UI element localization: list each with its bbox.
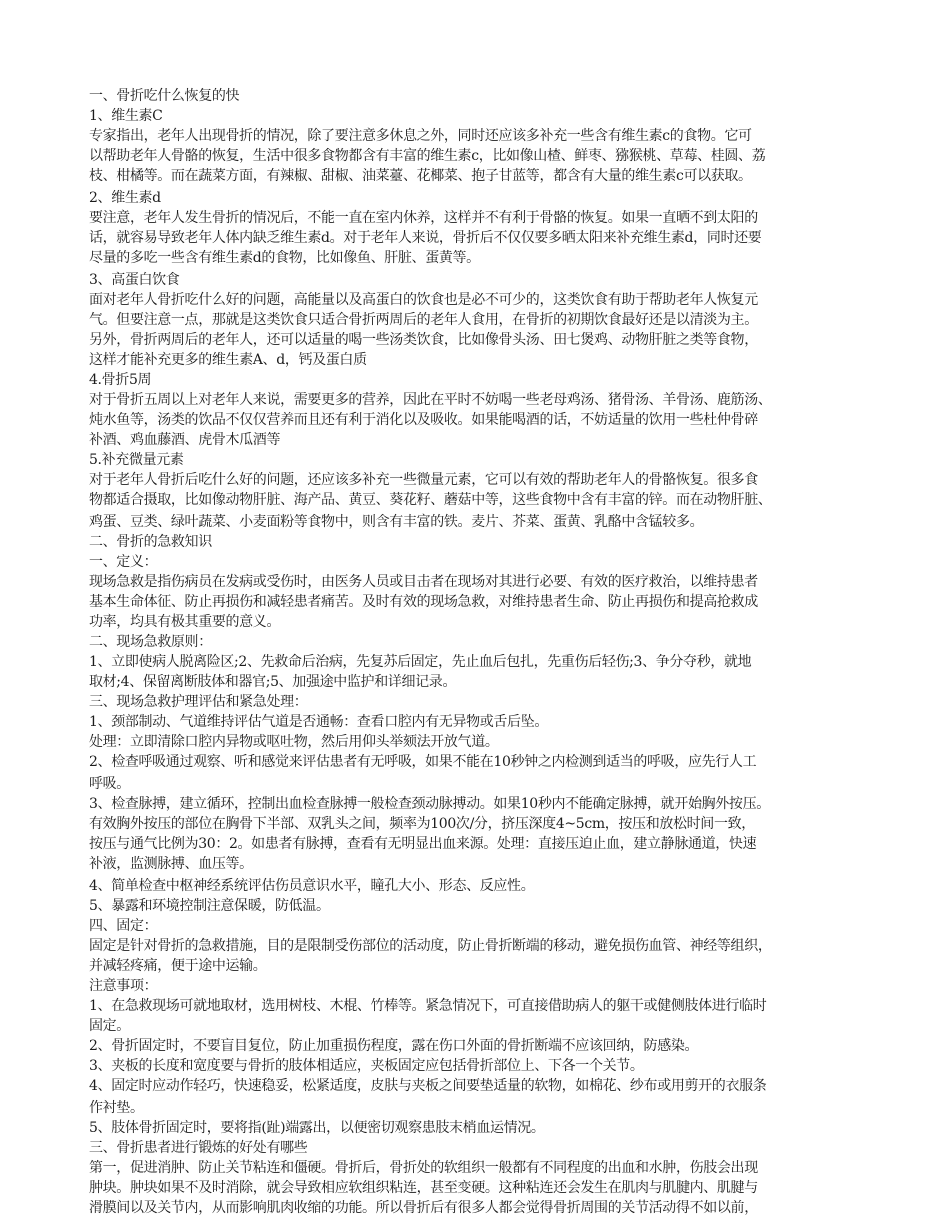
- text-line: 5、肢体骨折固定时，要将指(趾)端露出，以便密切观察患肢末梢血运情况。: [89, 1120, 545, 1136]
- text-line: 面对老年人骨折吃什么好的问题，高能量以及高蛋白的饮食也是必不可少的，这类饮食有助于帮助老年人恢复元: [89, 292, 758, 308]
- text-line: 尽量的多吃一些含有维生素d的食物，比如像鱼、肝脏、蛋黄等。: [89, 250, 480, 266]
- text-line: 处理：立即清除口腔内异物或呕吐物，然后用仰头举颏法开放气道。: [89, 734, 499, 750]
- text-line: 话，就容易导致老年人体内缺乏维生素d。对于老年人来说，骨折后不仅仅要多晒太阳来补充维生素d，同时还要: [89, 230, 762, 246]
- text-line: 固定是针对骨折的急救措施，目的是限制受伤部位的活动度，防止骨折断端的移动，避免损伤血管、神经等组织，: [89, 938, 772, 954]
- document-body: [89, 86, 862, 1218]
- text-line: 补酒、鸡血藤酒、虎骨木瓜酒等: [89, 432, 281, 448]
- text-line: 物都适合摄取，比如像动物肝脏、海产品、黄豆、葵花籽、蘑菇中等，这些食物中含有丰富的锌。而在动物肝脏、: [89, 492, 772, 508]
- text-line: 按压与通气比例为30：2。如患者有脉搏，查看有无明显出血来源。处理：直接压迫止血，建立静脉通道，快速: [89, 836, 757, 852]
- text-line: 三、现场急救护理评估和紧急处理：: [89, 694, 308, 710]
- text-line: 4、简单检查中枢神经系统评估伤员意识水平，瞳孔大小、形态、反应性。: [89, 878, 535, 894]
- text-line: 专家指出，老年人出现骨折的情况，除了要注意多休息之外，同时还应该多补充一些含有维生素c的食物。它可: [89, 128, 752, 144]
- text-line: 5.补充微量元素: [89, 452, 184, 468]
- text-line: 这样才能补充更多的维生素A、d，钙及蛋白质: [89, 352, 367, 368]
- text-line: 5、暴露和环境控制注意保暖，防低温。: [89, 898, 330, 914]
- text-line: 4、固定时应动作轻巧，快速稳妥，松紧适度，皮肤与夹板之间要垫适量的软物，如棉花、纱布或用剪开的衣服条: [89, 1078, 767, 1094]
- text-line: 现场急救是指伤病员在发病或受伤时，由医务人员或目击者在现场对其进行必要、有效的医疗救治，以维持患者: [89, 574, 758, 590]
- text-line: 滑膜间以及关节内，从而影响肌肉收缩的功能。所以骨折后有很多人都会觉得骨折周围的关节活动得不如以前，: [89, 1200, 758, 1216]
- text-line: 另外，骨折两周后的老年人，还可以适量的喝一些汤类饮食，比如像骨头汤、田七煲鸡、动物肝脏之类等食物，: [89, 332, 758, 348]
- text-line: 3、夹板的长度和宽度要与骨折的肢体相适应，夹板固定应包括骨折部位上、下各一个关节。: [89, 1058, 644, 1074]
- text-line: 一、骨折吃什么恢复的快: [89, 88, 240, 104]
- text-line: 要注意，老年人发生骨折的情况后，不能一直在室内休养，这样并不有利于骨骼的恢复。如果一直晒不到太阳的: [89, 210, 758, 226]
- text-line: 以帮助老年人骨骼的恢复，生活中很多食物都含有丰富的维生素c，比如像山楂、鲜枣、猕猴桃、草莓、桂圆、荔: [89, 148, 766, 164]
- text-line: 三、骨折患者进行锻炼的好处有哪些: [89, 1140, 308, 1156]
- text-line: 四、固定：: [89, 918, 158, 934]
- text-line: 取材;4、保留离断肢体和器官;5、加强途中监护和详细记录。: [89, 674, 457, 690]
- text-line: 二、骨折的急救知识: [89, 534, 212, 550]
- text-line: 基本生命体征、防止再损伤和减轻患者痛苦。及时有效的现场急救，对维持患者生命、防止再损伤和提高抢救成: [89, 594, 758, 610]
- text-line: 二、现场急救原则：: [89, 634, 212, 650]
- text-line: 枝、柑橘等。而在蔬菜方面，有辣椒、甜椒、油菜薹、花椰菜、抱子甘蓝等，都含有大量的维生素c可以获取。: [89, 168, 752, 184]
- text-line: 4.骨折5周: [89, 372, 152, 388]
- text-line: 1、立即使病人脱离险区;2、先救命后治病，先复苏后固定，先止血后包扎，先重伤后轻伤;3、争分夺秒，就地: [89, 654, 752, 670]
- text-line: 第一，促进消肿、防止关节粘连和僵硬。骨折后，骨折处的软组织一般都有不同程度的出血和水肿，伤肢会出现: [89, 1160, 758, 1176]
- text-line: 功率，均具有极其重要的意义。: [89, 614, 281, 630]
- text-line: 2、骨折固定时，不要盲目复位，防止加重损伤程度，露在伤口外面的骨折断端不应该回纳，防感染。: [89, 1038, 699, 1054]
- text-line: 注意事项：: [89, 978, 158, 994]
- text-line: 1、在急救现场可就地取材，选用树枝、木棍、竹棒等。紧急情况下，可直接借助病人的躯干或健侧肢体进行临时: [89, 998, 767, 1014]
- text-line: 一、定义：: [89, 554, 158, 570]
- text-line: 对于骨折五周以上对老年人来说，需要更多的营养，因此在平时不妨喝一些老母鸡汤、猪骨汤、羊骨汤、鹿筋汤、: [89, 392, 772, 408]
- text-line: 气。但要注意一点，那就是这类饮食只适合骨折两周后的老年人食用，在骨折的初期饮食最好还是以清淡为主。: [89, 312, 758, 328]
- text-line: 对于老年人骨折后吃什么好的问题，还应该多补充一些微量元素，它可以有效的帮助老年人的骨骼恢复。很多食: [89, 472, 758, 488]
- text-line: 有效胸外按压的部位在胸骨下半部、双乳头之间，频率为100次/分，挤压深度4~5cm，按压和放松时间一致，: [89, 816, 755, 832]
- text-line: 作衬垫。: [89, 1100, 144, 1116]
- text-line: 1、维生素C: [89, 108, 163, 124]
- text-line: 1、颈部制动、气道维持评估气道是否通畅：查看口腔内有无异物或舌后坠。: [89, 714, 549, 730]
- text-line: 补液，监测脉搏、血压等。: [89, 856, 253, 872]
- text-line: 并减轻疼痛，便于途中运输。: [89, 958, 267, 974]
- text-line: 固定。: [89, 1018, 130, 1034]
- text-line: 3、检查脉搏，建立循环，控制出血检查脉搏一般检查颈动脉搏动。如果10秒内不能确定脉搏，就开始胸外按压。: [89, 796, 770, 812]
- text-line: 3、高蛋白饮食: [89, 272, 180, 288]
- text-line: 呼吸。: [89, 776, 130, 792]
- text-line: 肿块。肿块如果不及时消除，就会导致相应软组织粘连，甚至变硬。这种粘连还会发生在肌肉与肌腱内、肌腱与: [89, 1180, 758, 1196]
- text-line: 2、检查呼吸通过观察、听和感觉来评估患者有无呼吸，如果不能在10秒钟之内检测到适当的呼吸，应先行人工: [89, 754, 757, 770]
- text-line: 鸡蛋、豆类、绿叶蔬菜、小麦面粉等食物中，则含有丰富的铁。麦片、芥菜、蛋黄、乳酪中含锰较多。: [89, 514, 704, 530]
- text-line: 炖水鱼等，汤类的饮品不仅仅营养而且还有利于消化以及吸收。如果能喝酒的话，不妨适量的饮用一些杜仲骨碎: [89, 412, 758, 428]
- text-line: 2、维生素d: [89, 190, 161, 206]
